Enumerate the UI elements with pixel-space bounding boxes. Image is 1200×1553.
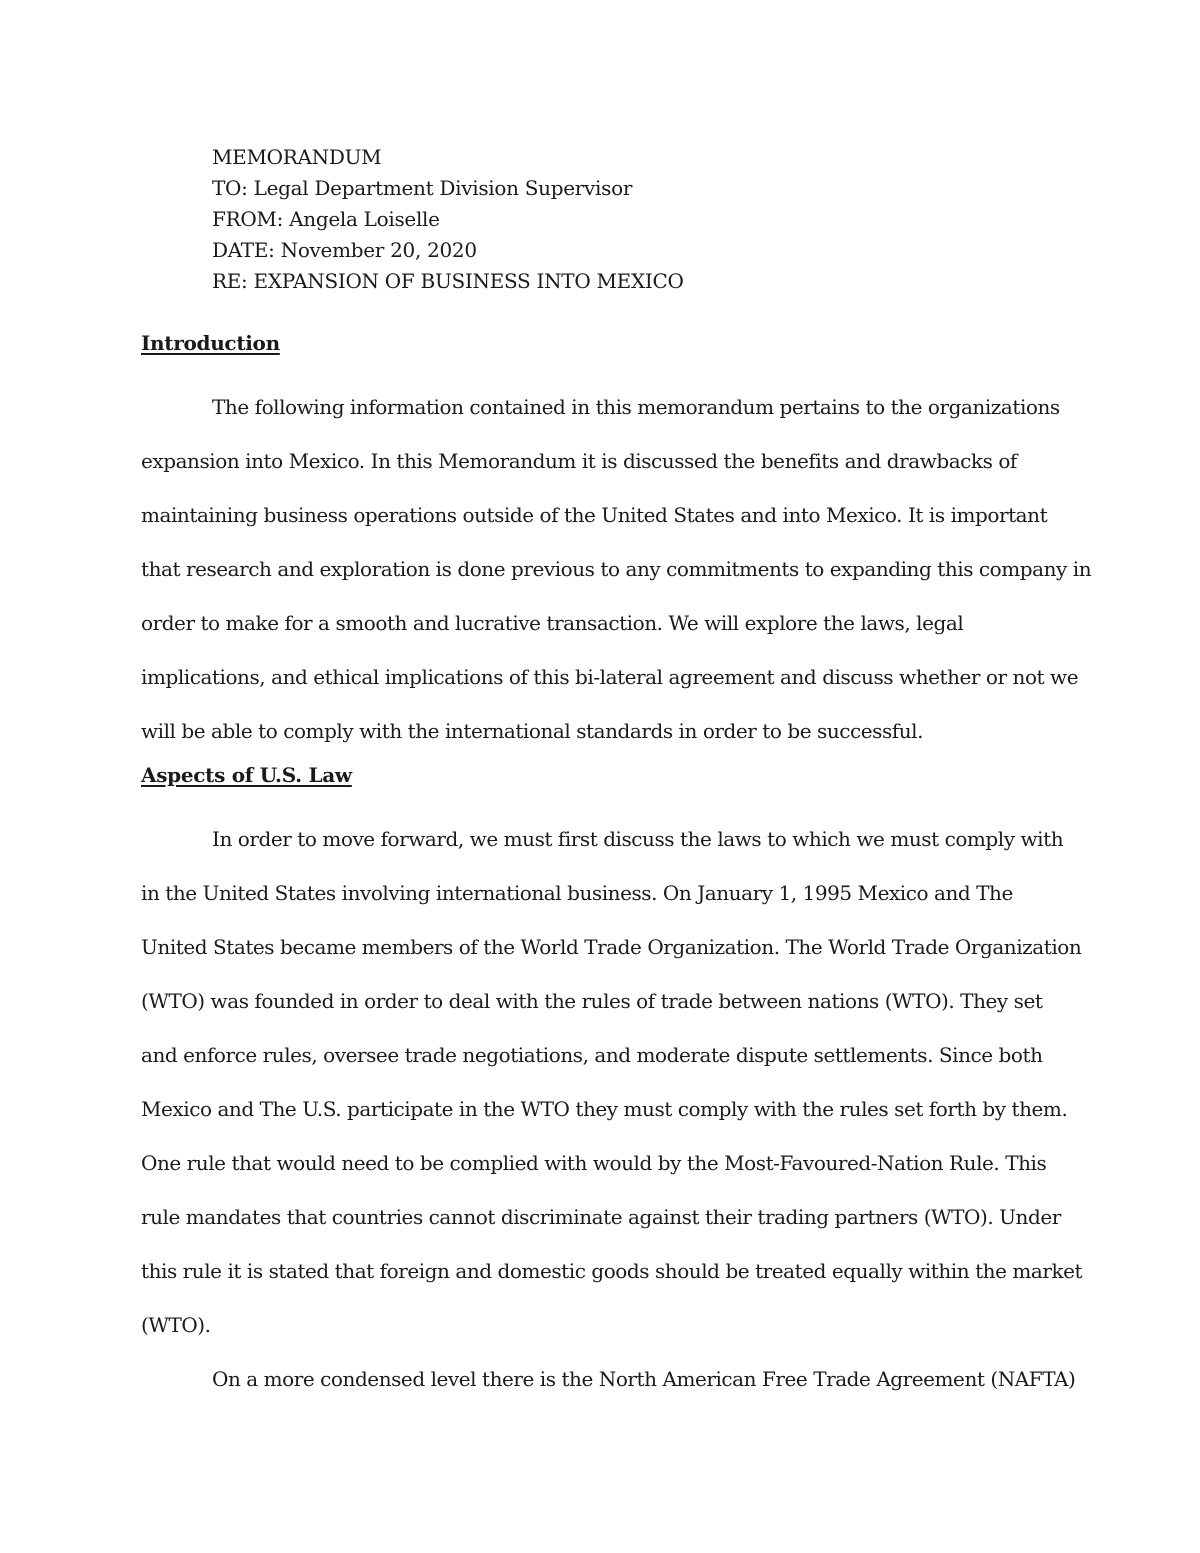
paragraph-line: in the United States involving international business. On January 1, 1995 Mexico and The [141,881,1013,905]
section-heading-introduction: Introduction [141,331,280,355]
paragraph-line: On a more condensed level there is the North American Free Trade Agreement (NAFTA) [212,1367,1076,1391]
paragraph-line: expansion into Mexico. In this Memorandum it is discussed the benefits and drawbacks of [141,449,1017,473]
spacer [141,360,1061,380]
paragraph-line: maintaining business operations outside of the United States and into Mexico. It is important [141,503,1048,527]
memo-to-line: TO: Legal Department Division Supervisor [212,176,633,200]
paragraph-line: this rule it is stated that foreign and domestic goods should be treated equally within the market [141,1259,1083,1283]
paragraph-line: will be able to comply with the international standards in order to be successful. [141,719,924,743]
paragraph-line: In order to move forward, we must first discuss the laws to which we must comply with [212,827,1064,851]
memo-body [141,326,1092,1406]
memo-re-line: RE: EXPANSION OF BUSINESS INTO MEXICO [212,269,684,293]
paragraph-line: (WTO). [141,1313,211,1337]
paragraph-line: order to make for a smooth and lucrative transaction. We will explore the laws, legal [141,611,964,635]
paragraph-line: that research and exploration is done previous to any commitments to expanding this company in [141,557,1092,581]
paragraph-line: Mexico and The U.S. participate in the WTO they must comply with the rules set forth by them. [141,1097,1068,1121]
paragraph-line: The following information contained in this memorandum pertains to the organizations [212,395,1060,419]
memo-title: MEMORANDUM [212,145,382,169]
memo-from-line: FROM: Angela Loiselle [212,207,440,231]
paragraph-line: rule mandates that countries cannot discriminate against their trading partners (WTO). Under [141,1205,1061,1229]
memo-header [212,142,1112,297]
paragraph-line: implications, and ethical implications of this bi-lateral agreement and discuss whether or not we [141,665,1079,689]
paragraph-line: United States became members of the World Trade Organization. The World Trade Organization [141,935,1082,959]
paragraph-line: (WTO) was founded in order to deal with the rules of trade between nations (WTO). They set [141,989,1043,1013]
memo-date-line: DATE: November 20, 2020 [212,238,477,262]
paragraph-line: and enforce rules, oversee trade negotiations, and moderate dispute settlements. Since both [141,1043,1043,1067]
section-heading-aspects-of-us-law: Aspects of U.S. Law [141,763,352,787]
spacer [141,792,1061,812]
paragraph-line: One rule that would need to be complied with would by the Most-Favoured-Nation Rule. This [141,1151,1047,1175]
